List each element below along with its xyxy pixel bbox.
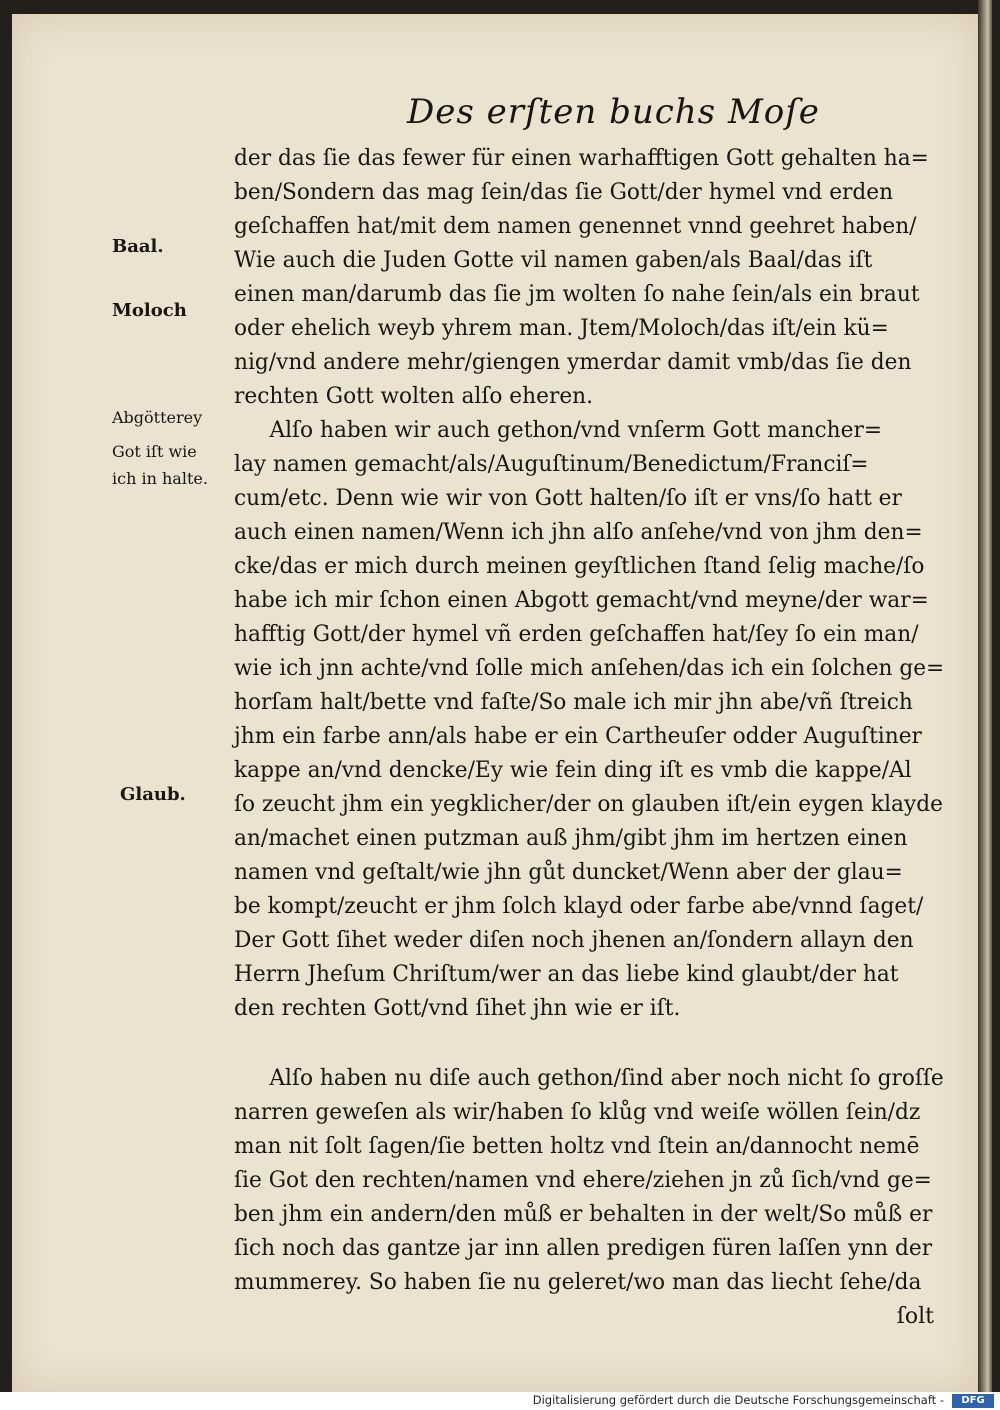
text-line: be kompt/zeucht er jhm ſolch klayd oder farbe abe/vnnd ſaget/ bbox=[234, 894, 924, 919]
text-line: nig/vnd andere mehr/giengen ymerdar damit vmb/das ſie den bbox=[234, 350, 912, 375]
text-line: mummerey. So haben ſie nu geleret/wo man das liecht ſehe/da bbox=[234, 1270, 922, 1295]
text-line: oder ehelich weyb yhrem man. Jtem/Moloch/das iſt/ein kü= bbox=[234, 316, 889, 341]
text-line: der das ſie das fewer für einen warhafftigen Gott gehalten ha= bbox=[234, 146, 929, 171]
text-line: narren geweſen als wir/haben ſo klůg vnd weiſe wöllen ſein/dz bbox=[234, 1100, 921, 1125]
paragraph-gap bbox=[234, 1026, 954, 1062]
text-line: geſchaffen hat/mit dem namen genennet vnnd geehret haben/ bbox=[234, 214, 917, 239]
text-line: Alſo haben nu diſe auch gethon/ſind aber noch nicht ſo groſſe bbox=[269, 1066, 944, 1091]
text-line: cke/das er mich durch meinen geyſtlichen ſtand ſelig mache/ſo bbox=[234, 554, 925, 579]
footer-bar bbox=[0, 1392, 1000, 1410]
text-line: Der Gott ſihet weder diſen noch jhenen an/ſondern allayn den bbox=[234, 928, 914, 953]
text-line: ſie Got den rechten/namen vnd ehere/ziehen jn zů ſich/vnd ge= bbox=[234, 1168, 932, 1193]
dfg-logo: DFG bbox=[952, 1394, 994, 1408]
text-line: ſolt bbox=[896, 1304, 934, 1329]
text-line: man nit ſolt ſagen/ſie betten holtz vnd ſtein an/dannocht nemē bbox=[234, 1134, 920, 1159]
text-line: einen man/darumb das ſie jm wolten ſo nahe ſein/als ein braut bbox=[234, 282, 920, 307]
marginal-note: Abgötterey bbox=[112, 408, 203, 427]
text-line: ben/Sondern das mag ſein/das ſie Gott/der hymel vnd erden bbox=[234, 180, 894, 205]
text-line: hafftig Gott/der hymel vñ erden geſchaffen hat/ſey ſo ein man/ bbox=[234, 622, 919, 647]
text-line: den rechten Gott/vnd ſihet jhn wie er iſt. bbox=[234, 996, 681, 1021]
text-line: rechten Gott wolten alſo eheren. bbox=[234, 384, 594, 409]
text-line: ſich noch das gantze jar inn allen predigen füren laſſen ynn der bbox=[234, 1236, 933, 1261]
text-line: jhm ein farbe ann/als habe er ein Cartheuſer odder Auguſtiner bbox=[234, 724, 922, 749]
text-line: cum/etc. Denn wie wir von Gott halten/ſo iſt er vns/ſo hatt er bbox=[234, 486, 902, 511]
text-line: horſam halt/bette vnd faſte/So male ich mir jhn abe/vñ ſtreich bbox=[234, 690, 913, 715]
running-header: Des erſten buchs Moſe bbox=[407, 92, 820, 132]
text-line: wie ich jnn achte/vnd ſolle mich anſehen/das ich ein ſolchen ge= bbox=[234, 656, 945, 681]
text-line: lay namen gemacht/als/Auguſtinum/Benedictum/Franciſ= bbox=[234, 452, 869, 477]
text-line: ſo zeucht jhm ein yegklicher/der on glauben iſt/ein eygen klayde bbox=[234, 792, 943, 817]
book-page bbox=[12, 14, 978, 1392]
marginal-note: Moloch bbox=[112, 300, 187, 321]
text-line: Alſo haben wir auch gethon/vnd vnſerm Gott mancher= bbox=[269, 418, 882, 443]
page-edge bbox=[978, 0, 992, 1392]
text-line: ben jhm ein andern/den můß er behalten in der welt/So můß er bbox=[234, 1202, 933, 1227]
marginal-note: Baal. bbox=[112, 236, 164, 257]
marginal-note: ich in halte. bbox=[112, 469, 208, 488]
marginal-note: Got iſt wie bbox=[112, 442, 197, 461]
text-line: auch einen namen/Wenn ich jhn alſo anſehe/vnd von jhm den= bbox=[234, 520, 923, 545]
marginal-note: Glaub. bbox=[120, 784, 186, 805]
body-text bbox=[234, 142, 954, 1334]
text-line: Wie auch die Juden Gotte vil namen gaben/als Baal/das iſt bbox=[234, 248, 873, 273]
text-line: habe ich mir ſchon einen Abgott gemacht/vnd meyne/der war= bbox=[234, 588, 929, 613]
text-line: kappe an/vnd dencke/Ey wie fein ding iſt es vmb die kappe/Al bbox=[234, 758, 912, 783]
text-line: namen vnd geſtalt/wie jhn gůt duncket/Wenn aber der glau= bbox=[234, 860, 903, 885]
text-line: an/machet einen putzman auß jhm/gibt jhm im hertzen einen bbox=[234, 826, 908, 851]
text-line: Herrn Jheſum Chriſtum/wer an das liebe kind glaubt/der hat bbox=[234, 962, 899, 987]
funding-credit: Digitalisierung gefördert durch die Deutsche Forschungsgemeinschaft - bbox=[532, 1393, 944, 1407]
